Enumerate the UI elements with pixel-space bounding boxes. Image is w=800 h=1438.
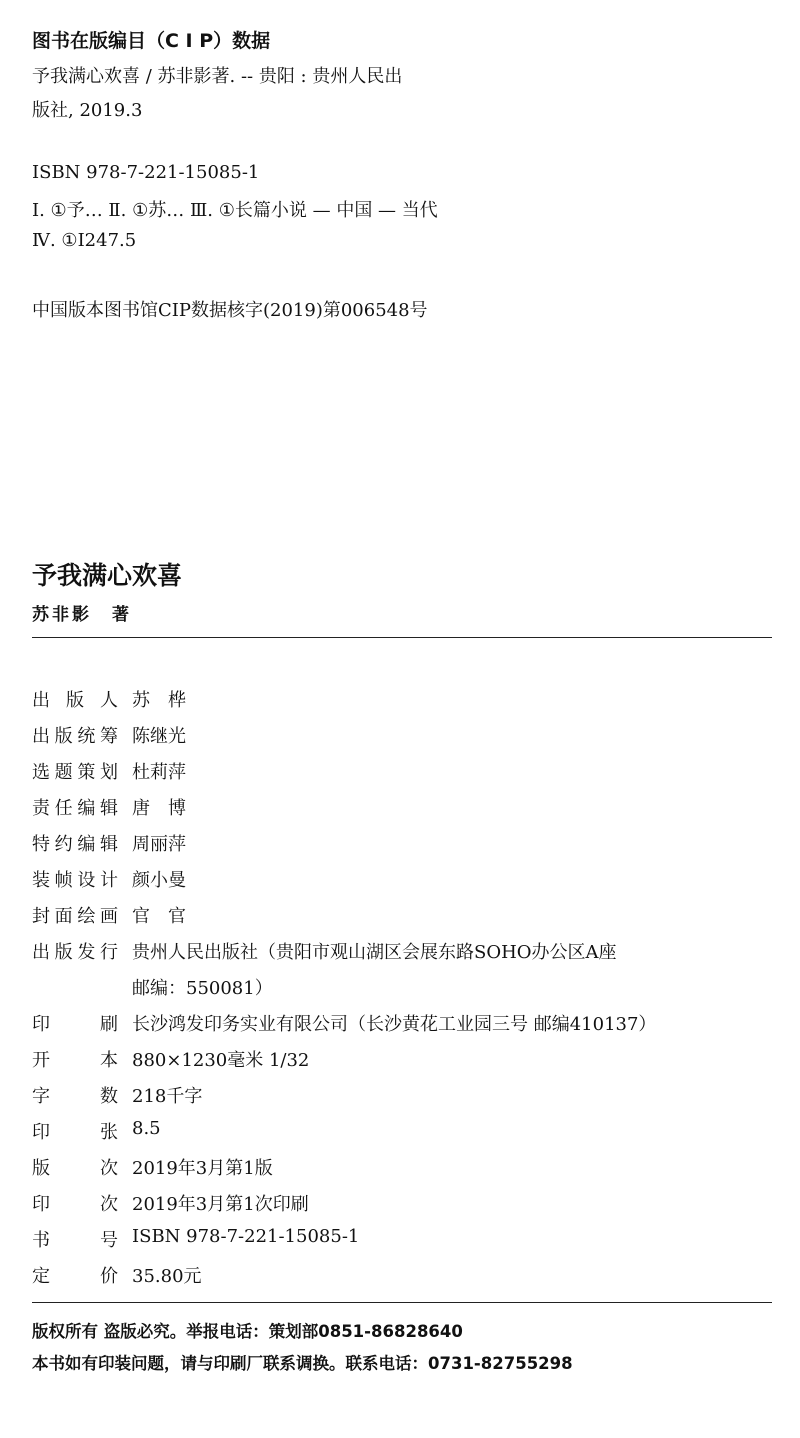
credit-row (32, 938, 617, 968)
credit-label-char: 任 (54, 798, 73, 819)
credit-value: 陈继光 (132, 726, 186, 747)
credit-label-char: 辑 (99, 798, 118, 819)
credit-value: 880×1230毫米 1/32 (132, 1050, 310, 1071)
credit-label-char: 印 (32, 1014, 50, 1035)
credit-label-char: 书 (32, 1230, 50, 1251)
credit-row (32, 722, 186, 752)
credit-label-char: 数 (100, 1086, 118, 1107)
credit-label (32, 1010, 118, 1040)
credit-label-char: 刷 (100, 1014, 118, 1035)
credit-value: 长沙鸿发印务实业有限公司（长沙黄花工业园三号 邮编410137） (132, 1014, 657, 1035)
credit-label-char: 印 (32, 1122, 50, 1143)
credit-row (32, 1118, 161, 1148)
credit-label-char: 编 (77, 798, 96, 819)
credit-label (32, 938, 118, 968)
credit-row (32, 866, 186, 896)
credit-value: 官 官 (132, 906, 186, 927)
credit-label-char: 发 (77, 942, 96, 963)
credit-label-char: 版 (66, 690, 84, 711)
credit-value: 颜小曼 (132, 870, 186, 891)
quality-notice: 本书如有印装问题，请与印刷厂联系调换。联系电话：0731-82755298 (32, 1354, 573, 1373)
credit-row (32, 1154, 273, 1184)
credit-value: ISBN 978-7-221-15085-1 (132, 1226, 360, 1247)
credit-label-char: 张 (100, 1122, 118, 1143)
credit-label-char: 次 (100, 1158, 118, 1179)
credit-value: 杜莉萍 (132, 762, 186, 783)
credit-label (32, 722, 118, 752)
credit-label-char: 印 (32, 1194, 50, 1215)
cip-line-isbn: ISBN 978-7-221-15085-1 (32, 162, 260, 183)
credit-value: 2019年3月第1次印刷 (132, 1194, 309, 1215)
credit-label-char: 计 (99, 870, 118, 891)
credit-label (32, 686, 118, 716)
credit-label-char: 行 (99, 942, 118, 963)
credit-label-char: 设 (77, 870, 96, 891)
credit-label (32, 1082, 118, 1112)
credit-value: 苏 桦 (132, 690, 186, 711)
cip-heading: 图书在版编目（C I P）数据 (32, 30, 271, 52)
credit-row (32, 1190, 309, 1220)
credit-label-char: 定 (32, 1266, 50, 1287)
credit-label-char: 特 (32, 834, 50, 855)
book-author: 苏非影 著 (32, 605, 132, 625)
credit-value: 唐 博 (132, 798, 186, 819)
credit-label-char: 辑 (99, 834, 118, 855)
credit-row (32, 1262, 202, 1292)
credit-label-char: 次 (100, 1194, 118, 1215)
credit-label (32, 830, 118, 860)
credit-label (32, 1154, 118, 1184)
book-title: 予我满心欢喜 (32, 561, 183, 590)
credit-label-char: 出 (32, 690, 50, 711)
credit-label (32, 902, 118, 932)
credit-label-char: 版 (32, 1158, 50, 1179)
cip-line-record-number: 中国版本图书馆CIP数据核字(2019)第006548号 (32, 300, 428, 321)
credit-label (32, 866, 118, 896)
divider-bottom (32, 1302, 772, 1303)
credit-value: 218千字 (132, 1086, 203, 1107)
credit-label-char: 画 (99, 906, 118, 927)
credit-label (32, 794, 118, 824)
copyright-notice: 版权所有 盗版必究。举报电话：策划部0851-86828640 (32, 1322, 463, 1341)
credit-row (32, 830, 186, 860)
credit-label-char: 编 (77, 834, 96, 855)
credit-label (32, 1190, 118, 1220)
credit-label-char: 统 (77, 726, 96, 747)
credit-label (32, 1046, 118, 1076)
credit-value: 8.5 (132, 1118, 161, 1139)
cip-line-clc: Ⅳ. ①I247.5 (32, 230, 137, 251)
cip-line-publisher: 予我满心欢喜 / 苏非影著. -- 贵阳 : 贵州人民出 (32, 66, 403, 87)
credit-label-char: 约 (54, 834, 73, 855)
credit-label-char: 字 (32, 1086, 50, 1107)
credit-row (32, 1046, 309, 1076)
credit-row (32, 686, 186, 716)
credit-label-char: 绘 (77, 906, 96, 927)
credit-label-char: 号 (100, 1230, 118, 1251)
credit-value: 周丽萍 (132, 834, 186, 855)
credit-label-char: 划 (99, 762, 118, 783)
credit-row (32, 902, 186, 932)
credit-label-char: 选 (32, 762, 50, 783)
credit-label-char: 版 (54, 942, 73, 963)
credit-label-char: 开 (32, 1050, 50, 1071)
credit-row (32, 758, 186, 788)
credit-value: 35.80元 (132, 1266, 202, 1287)
credit-label (32, 1262, 118, 1292)
credit-value: 2019年3月第1版 (132, 1158, 273, 1179)
credit-label-char: 本 (100, 1050, 118, 1071)
cip-line-classification: Ⅰ. ①予… Ⅱ. ①苏… Ⅲ. ①长篇小说 — 中国 — 当代 (32, 200, 438, 221)
credit-label-char: 责 (32, 798, 50, 819)
credit-value-continuation: 邮编：550081） (132, 978, 273, 999)
credit-label (32, 1118, 118, 1148)
credit-label-char: 筹 (99, 726, 118, 747)
credit-label-char: 帧 (54, 870, 73, 891)
credit-row (32, 1082, 202, 1112)
credit-label-char: 封 (32, 906, 50, 927)
credit-label-char: 策 (77, 762, 96, 783)
cip-line-date: 版社, 2019.3 (32, 100, 143, 121)
credit-row (32, 1010, 656, 1040)
credit-label (32, 1226, 118, 1256)
credit-label-char: 题 (54, 762, 73, 783)
credit-row (32, 1226, 359, 1256)
credit-label-char: 出 (32, 726, 50, 747)
credit-value: 贵州人民出版社（贵阳市观山湖区会展东路SOHO办公区A座 (132, 942, 617, 963)
credit-label-char: 面 (54, 906, 73, 927)
credit-row (32, 794, 186, 824)
credit-label-char: 装 (32, 870, 50, 891)
credit-label-char: 出 (32, 942, 50, 963)
credit-label-char: 价 (100, 1266, 118, 1287)
credit-label-char: 版 (54, 726, 73, 747)
credit-label-char: 人 (100, 690, 118, 711)
divider-top (32, 637, 772, 638)
credit-label (32, 758, 118, 788)
